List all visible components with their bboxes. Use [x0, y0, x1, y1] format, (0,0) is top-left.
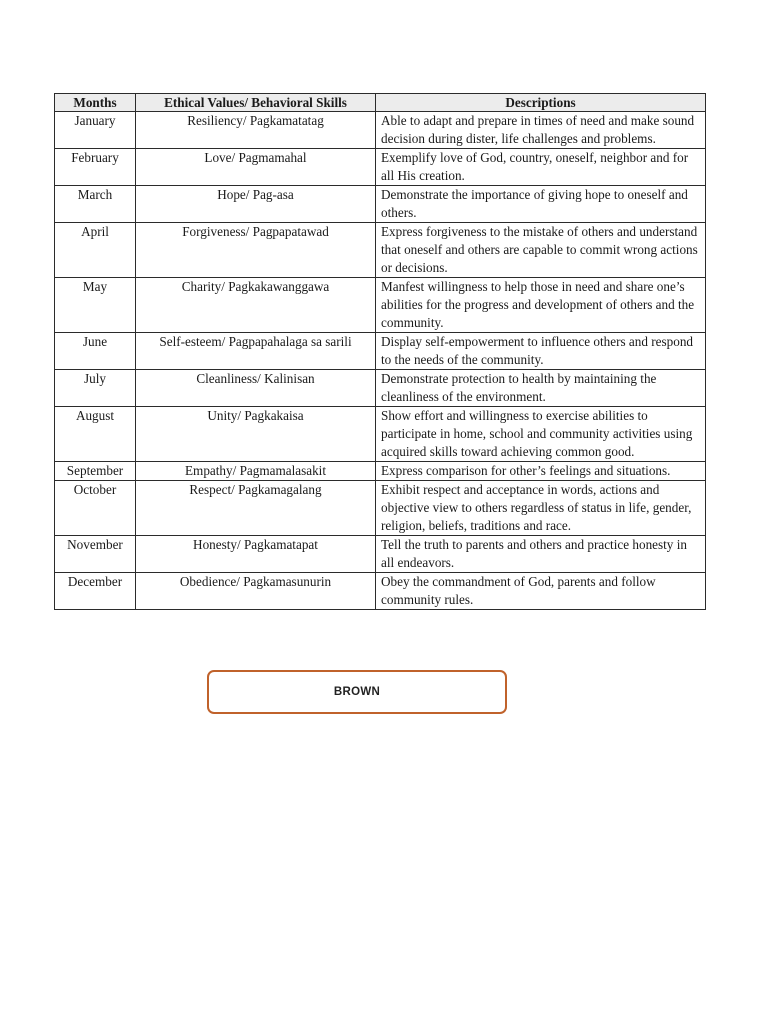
- value-cell: Respect/ Pagkamagalang: [136, 481, 376, 536]
- brown-label: BROWN: [333, 686, 381, 698]
- ethical-values-table: [54, 93, 706, 610]
- table-row: [55, 573, 706, 610]
- month-cell: January: [55, 112, 136, 149]
- table-header: [55, 94, 706, 112]
- table-row: [55, 149, 706, 186]
- value-cell: Empathy/ Pagmamalasakit: [136, 462, 376, 481]
- table-row: [55, 481, 706, 536]
- table-row: [55, 278, 706, 333]
- value-cell: Forgiveness/ Pagpapatawad: [136, 223, 376, 278]
- description-cell: Display self-empowerment to influence others and respond to the needs of the community.: [376, 333, 706, 370]
- header-ethical-values: Ethical Values/ Behavioral Skills: [136, 94, 376, 112]
- month-cell: May: [55, 278, 136, 333]
- month-cell: November: [55, 536, 136, 573]
- month-cell: July: [55, 370, 136, 407]
- table-row: [55, 186, 706, 223]
- description-cell: Able to adapt and prepare in times of need and make sound decision during dister, life challenges and problems.: [376, 112, 706, 149]
- value-cell: Honesty/ Pagkamatapat: [136, 536, 376, 573]
- month-cell: April: [55, 223, 136, 278]
- month-cell: September: [55, 462, 136, 481]
- description-cell: Express forgiveness to the mistake of others and understand that oneself and others are capable to commit wrong actions or decisions.: [376, 223, 706, 278]
- value-cell: Obedience/ Pagkamasunurin: [136, 573, 376, 610]
- description-cell: Demonstrate protection to health by maintaining the cleanliness of the environment.: [376, 370, 706, 407]
- description-cell: Express comparison for other’s feelings and situations.: [376, 462, 706, 481]
- month-cell: March: [55, 186, 136, 223]
- brown-label-box: [207, 670, 507, 714]
- header-descriptions: Descriptions: [376, 94, 706, 112]
- month-cell: June: [55, 333, 136, 370]
- description-cell: Manfest willingness to help those in need and share one’s abilities for the progress and development of others and the community.: [376, 278, 706, 333]
- value-cell: Self-esteem/ Pagpapahalaga sa sarili: [136, 333, 376, 370]
- month-cell: December: [55, 573, 136, 610]
- header-months: Months: [55, 94, 136, 112]
- table-row: [55, 223, 706, 278]
- value-cell: Love/ Pagmamahal: [136, 149, 376, 186]
- table-row: [55, 333, 706, 370]
- table-row: [55, 370, 706, 407]
- value-cell: Resiliency/ Pagkamatatag: [136, 112, 376, 149]
- description-cell: Show effort and willingness to exercise abilities to participate in home, school and community activities using acquired skills toward achieving common good.: [376, 407, 706, 462]
- value-cell: Unity/ Pagkakaisa: [136, 407, 376, 462]
- table-row: [55, 407, 706, 462]
- table-row: [55, 536, 706, 573]
- description-cell: Exemplify love of God, country, oneself, neighbor and for all His creation.: [376, 149, 706, 186]
- month-cell: August: [55, 407, 136, 462]
- table-row: [55, 112, 706, 149]
- table-body: [55, 112, 706, 610]
- value-cell: Hope/ Pag-asa: [136, 186, 376, 223]
- description-cell: Demonstrate the importance of giving hope to oneself and others.: [376, 186, 706, 223]
- value-cell: Charity/ Pagkakawanggawa: [136, 278, 376, 333]
- month-cell: February: [55, 149, 136, 186]
- description-cell: Exhibit respect and acceptance in words, actions and objective view to others regardless of status in life, gender, religion, beliefs, traditions and race.: [376, 481, 706, 536]
- table-header-row: [55, 94, 706, 112]
- value-cell: Cleanliness/ Kalinisan: [136, 370, 376, 407]
- table-row: [55, 462, 706, 481]
- description-cell: Obey the commandment of God, parents and follow community rules.: [376, 573, 706, 610]
- month-cell: October: [55, 481, 136, 536]
- description-cell: Tell the truth to parents and others and practice honesty in all endeavors.: [376, 536, 706, 573]
